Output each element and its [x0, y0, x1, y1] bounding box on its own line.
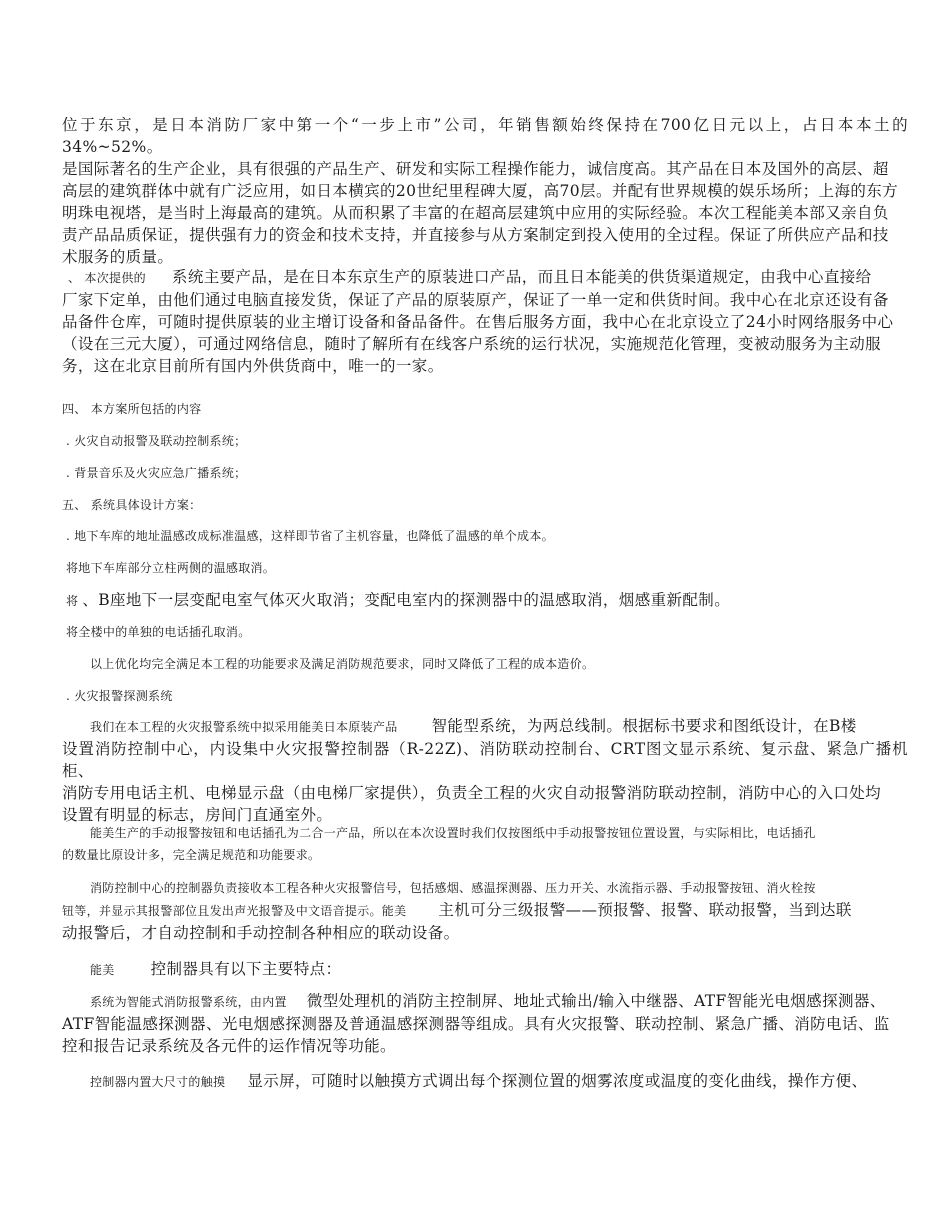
detection-line — [62, 1070, 908, 1093]
supply-prefix: 、 本次提供的 — [68, 271, 146, 285]
section-5-item — [66, 589, 730, 612]
supply-line: 品备件仓库，可随时提供原装的业主增订设备和备品备件。在售后服务方面，我中心在北京设立了24小时网络服务中心 — [62, 313, 894, 331]
detection-line-text: 控制器具有以下主要特点： — [150, 960, 342, 978]
supply-line: 厂家下定单，由他们通过电脑直接发货，保证了产品的原装原产，保证了一单一定和供货时间。我中心在北京还设有备 — [62, 291, 889, 309]
detection-line — [62, 899, 908, 922]
detection-line — [62, 990, 908, 1013]
detection-line: 动报警后，才自动控制和手动控制各种相应的联动设备。 — [62, 924, 460, 942]
section-5-item: . 地下车库的地址温感改成标准温感，这样即节省了主机容量，也降低了温感的单个成本。 — [66, 529, 554, 543]
detection-line: ATF智能温感探测器、光电烟感探测器及普通温感探测器等组成。具有火灾报警、联动控制、紧急广播、消防电话、监 — [62, 1015, 890, 1033]
detection-prefix: 钮等，并显示其报警部位且发出声光报警及中文语音提示。能美 — [62, 904, 407, 918]
detection-line-text: 主机可分三级报警——预报警、报警、联动报警，当到达联 — [438, 901, 852, 919]
intro-line: 是国际著名的生产企业，具有很强的产品生产、研发和实际工程操作能力，诚信度高。其产品在日本及国外的高层、超 — [62, 160, 889, 178]
intro-line: 位于东京，是日本消防厂家中第一个“一步上市”公司，年销售额始终保持在700亿日元以上，占日本本土的34%~52%。 — [62, 116, 908, 156]
section-5-conclusion: 以上优化均完全满足本工程的功能要求及满足消防规范要求，同时又降低了工程的成本造价。 — [90, 657, 595, 671]
detection-line-text: 显示屏，可随时以触摸方式调出每个探测位置的烟雾浓度或温度的变化曲线，操作方便、 — [247, 1072, 868, 1090]
detection-prefix: 能美 — [90, 963, 115, 977]
intro-line: 术服务的质量。 — [62, 248, 174, 266]
detection-paragraph-4 — [90, 958, 341, 981]
section-4-item: . 背景音乐及火灾应急广播系统； — [66, 466, 247, 480]
section-5-item-text: 、B座地下一层变配电室气体灭火取消；变配电室内的探测器中的温感取消，烟感重新配制。 — [82, 591, 731, 609]
detection-line: 消防控制中心的控制器负责接收本工程各种火灾报警信号，包括感烟、感温探测器、压力开关、水流指示器、手动报警按钮、消火栓按 — [90, 881, 816, 895]
section-5-item-prefix: 将 — [66, 594, 79, 608]
detection-paragraph-6 — [62, 1070, 908, 1093]
section-4-item: . 火灾自动报警及联动控制系统； — [66, 434, 247, 448]
detection-line — [62, 715, 908, 738]
supply-paragraph — [62, 266, 908, 377]
detection-paragraph-5 — [62, 990, 908, 1057]
detection-prefix: 控制器内置大尺寸的触摸 — [90, 1075, 226, 1089]
intro-paragraph — [62, 114, 908, 268]
section-4-heading: 四、 本方案所包括的内容 — [62, 402, 202, 416]
detection-paragraph-2 — [62, 822, 910, 866]
detection-prefix: 系统为智能式消防报警系统，由内置 — [90, 995, 287, 1009]
intro-line: 明珠电视塔，是当时上海最高的建筑。从而积累了丰富的在超高层建筑中应用的实际经验。本次工程能美本部又亲自负 — [62, 204, 889, 222]
section-5-subheading: . 火灾报警探测系统 — [66, 689, 173, 703]
supply-line-text: 系统主要产品，是在日本东京生产的原装进口产品，而且日本能美的供货渠道规定，由我中心直接给 — [171, 268, 872, 286]
detection-line-text: 智能型系统，为两总线制。根据标书要求和图纸设计，在B楼 — [431, 717, 857, 735]
intro-line: 高层的建筑群体中就有广泛应用，如日本横宾的20世纪里程碑大厦，高70层。并配有世界规模的娱乐场所；上海的东方 — [62, 182, 899, 200]
detection-line: 的数量比原设计多，完全满足规范和功能要求。 — [62, 848, 321, 862]
supply-line — [62, 266, 908, 289]
detection-line-text: 微型处理机的消防主控制屏、地址式输出/输入中继器、ATF智能光电烟感探测器、 — [306, 992, 886, 1010]
supply-line: （设在三元大厦），可通过网络信息，随时了解所有在线客户系统的运行状况，实施规范化管理，变被动服务为主动服 — [62, 335, 882, 353]
detection-line: 能美生产的手动报警按钮和电话插孔为二合一产品，所以在本次设置时我们仅按图纸中手动报警按钮位置设置，与实际相比，电话插孔 — [90, 826, 816, 840]
detection-line: 设置消防控制中心，内设集中火灾报警控制器（R-22Z)、消防联动控制台、CRT图文显示系统、复示盘、紧急广播机柜、 — [62, 740, 908, 780]
section-5-item: 将地下车库部分立柱两侧的温感取消。 — [66, 561, 276, 575]
detection-paragraph-3 — [62, 877, 910, 944]
detection-prefix: 我们在本工程的火灾报警系统中拟采用能美日本原装产品 — [90, 720, 398, 734]
section-5-item: 将全楼中的单独的电话插孔取消。 — [66, 625, 251, 639]
detection-line: 消防专用电话主机、电梯显示盘（由电梯厂家提供），负责全工程的火灾自动报警消防联动控制，消防中心的入口处均 — [62, 784, 882, 802]
supply-line: 务，这在北京目前所有国内外供货商中，唯一的一家。 — [62, 357, 444, 375]
detection-paragraph-1 — [62, 715, 908, 826]
intro-line: 责产品品质保证，提供强有力的资金和技术支持，并直接参与从方案制定到投入使用的全过程。保证了所供应产品和技 — [62, 226, 889, 244]
detection-line: 控和报告记录系统及各元件的运作情况等功能。 — [62, 1037, 396, 1055]
detection-line: 设置有明显的标志，房间门直通室外。 — [62, 806, 333, 824]
section-5-heading: 五、 系统具体设计方案： — [62, 498, 202, 512]
